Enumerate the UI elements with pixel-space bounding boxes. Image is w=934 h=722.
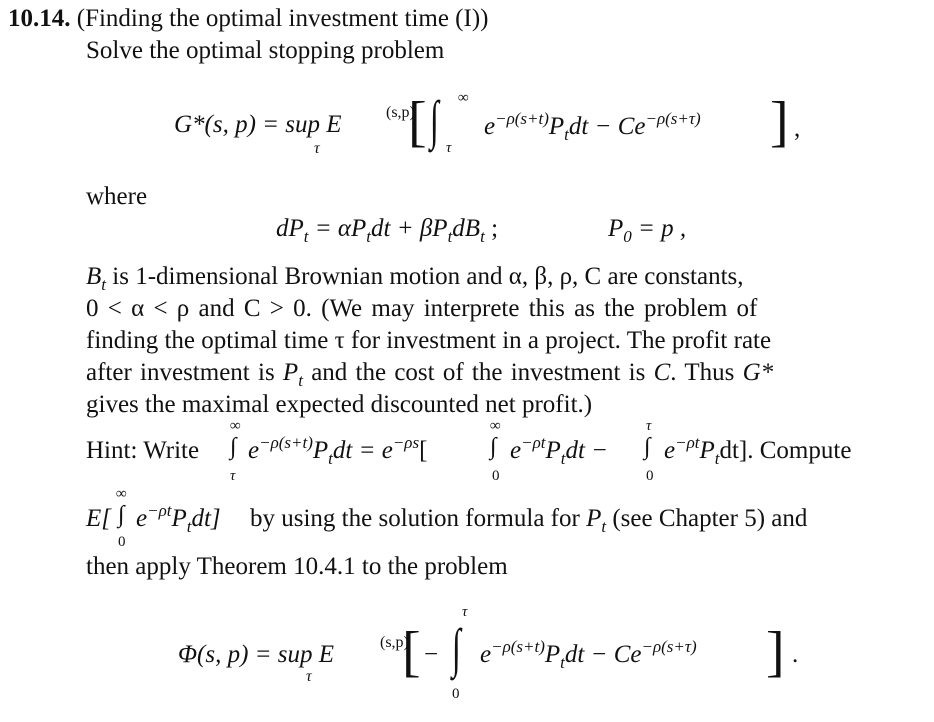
para-line-3: finding the optimal time τ for investment in a project. The profit rate [86, 327, 772, 354]
para-line-4: after investment is $P_t$ and the cost of the investment is C. Thus G* [86, 359, 774, 390]
eq1-integrand: $e^{-\rho(s+t)}P_tdt - Ce^{-\rho(s+\tau)}$ [484, 109, 701, 144]
hint-label: Hint: Write [86, 437, 200, 464]
hint-int4-upper: ∞ [116, 486, 127, 502]
hint-int1-upper: ∞ [230, 418, 241, 434]
exercise-header [8, 4, 488, 34]
hint-int2-upper: ∞ [490, 418, 501, 434]
exercise-number: 10.14. [8, 5, 71, 32]
intro-text: Solve the optimal stopping problem [86, 37, 445, 64]
eq1-trail: , [794, 115, 801, 142]
eq3-int-lower: 0 [452, 686, 460, 702]
hint-int3-sign: ∫ [644, 434, 651, 460]
hint-int4-sign: ∫ [118, 502, 125, 528]
eq3-sup-var: τ [306, 668, 312, 685]
equation-sde: $dP_t = \alpha P_tdt + \beta P_tdB_t$ ; [276, 215, 499, 246]
eq1-superscript: (s,p) [386, 104, 415, 121]
para-line-2: 0 < α < ρ and C > 0. (We may interprete this as the problem of [86, 295, 758, 322]
hint-int3-upper: τ [646, 418, 652, 434]
where-label: where [86, 183, 148, 210]
eq3-lhs: Φ(s, p) = sup E [178, 641, 335, 668]
eq3-integrand: $e^{-\rho(s+t)}P_tdt - Ce^{-\rho(s+\tau)}$ [480, 637, 697, 672]
hint-line-2-text: by using the solution formula for $P_t$ (see Chapter 5) and [250, 505, 808, 536]
hint-E: E[ [86, 505, 111, 532]
hint-line-3: then apply Theorem 10.4.1 to the problem [86, 553, 508, 580]
eq3-integral-sign: ∫ [452, 618, 461, 678]
hint-expr-2: $e^{-\rho t}P_tdt$ − [510, 433, 609, 468]
para-line-5: gives the maximal expected discounted net profit.) [86, 391, 593, 418]
hint-int2-lower: 0 [492, 468, 500, 484]
exercise-title: (Finding the optimal investment time (I)) [76, 5, 489, 32]
hint-int1-lower: τ [230, 468, 236, 484]
eq1-right-bracket: ] [770, 91, 789, 153]
eq1-sup-var: τ [314, 140, 320, 157]
eq1-int-lower: τ [446, 140, 452, 156]
eq3-int-upper: τ [462, 604, 468, 620]
eq3-minus: − [424, 641, 439, 668]
eq1-left-bracket: [ [408, 91, 427, 153]
equation-initial: $P_0 = p$ , [608, 215, 687, 246]
eq3-left-bracket: [ [402, 621, 421, 683]
hint-int2-sign: ∫ [490, 434, 497, 460]
hint-expr-3: $e^{-\rho t}P_tdt$]. Compute [664, 433, 852, 468]
eq3-right-bracket: ] [766, 621, 785, 683]
hint-expr-4: $e^{-\rho t}P_tdt$] [136, 501, 221, 536]
hint-int3-lower: 0 [646, 468, 654, 484]
para-line-1: $B_t$ is 1-dimensional Brownian motion and α, β, ρ, C are constants, [86, 263, 744, 294]
eq1-lhs: G*(s, p) = sup E [174, 111, 342, 138]
hint-int4-lower: 0 [118, 534, 126, 550]
eq3-trail: . [792, 641, 799, 668]
hint-int1-sign: ∫ [230, 434, 237, 460]
eq1-int-upper: ∞ [458, 90, 469, 106]
hint-expr-1: $e^{-\rho(s+t)}P_tdt = e^{-\rho s}$[ [248, 433, 428, 468]
eq1-integral-sign: ∫ [430, 90, 439, 150]
eq3-superscript: (s,p) [380, 634, 409, 651]
